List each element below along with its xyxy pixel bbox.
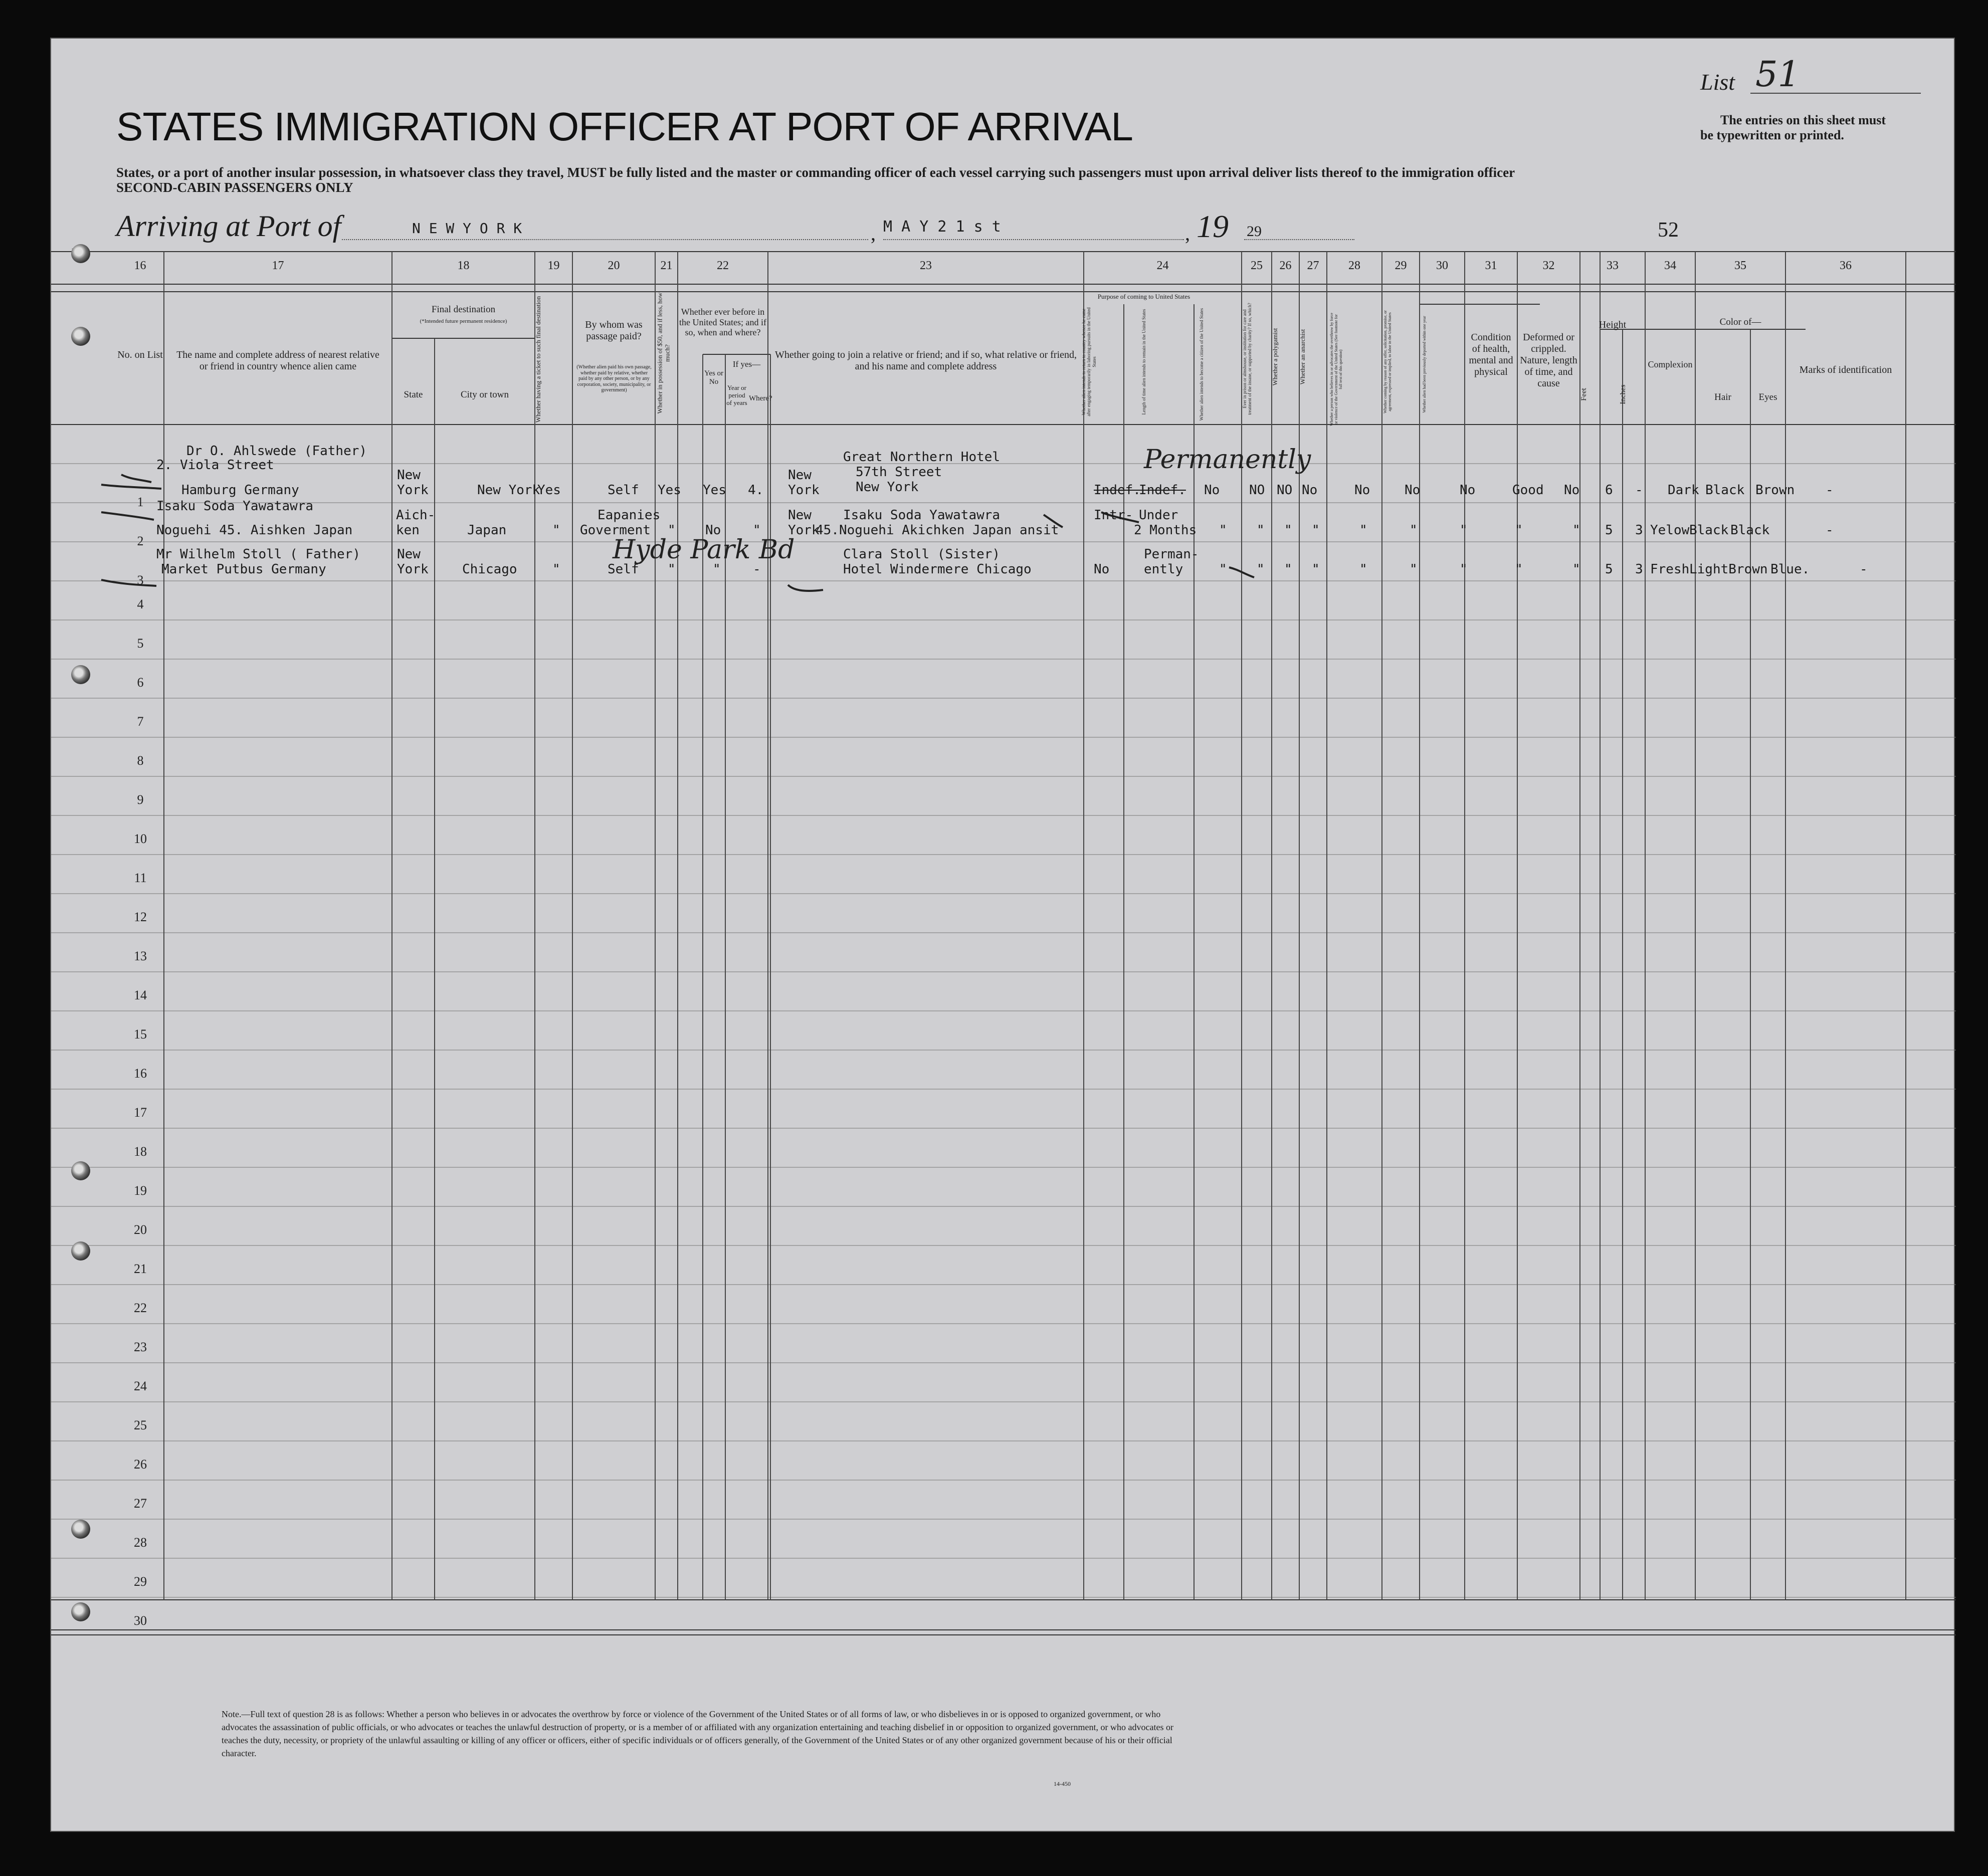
year-suffix: 29 — [1247, 223, 1262, 240]
row2-inches: 3 — [1635, 523, 1643, 538]
row3-purpose-b-line2: ently — [1144, 562, 1183, 577]
row3-health: " — [1515, 562, 1523, 577]
row3-q28: " — [1359, 562, 1367, 577]
row3-state-line2: York — [397, 562, 429, 577]
col-num-32: 32 — [1542, 259, 1555, 272]
row3-marks: - — [1860, 562, 1868, 577]
row2-state-line1: Aich- — [396, 508, 436, 523]
form-subtitle: States, or a port of another insular possession, in whatsoever class they travel, MUST be fully listed and the master or commanding officer of each vessel carrying such passengers must upon arrival deliver lists thereof to the immigration officer — [116, 165, 1515, 180]
col-num-29: 29 — [1395, 259, 1407, 272]
row-number: 21 — [134, 1262, 147, 1276]
binder-hole — [71, 244, 90, 263]
row2-paid-line1: Eapanies — [598, 508, 661, 523]
row1-ever-yes: Yes — [703, 483, 726, 498]
row2-ever-where-line1: New — [788, 508, 812, 523]
row3-eyes: Blue. — [1770, 562, 1810, 577]
hdr-ticket: Whether having a ticket to such final destination — [534, 296, 542, 423]
row1-city: New York — [477, 483, 540, 498]
hdr-deformed: Deformed or crippled. Nature, length of time, and cause — [1520, 332, 1577, 389]
row2-purpose-a: Intr- — [1094, 508, 1133, 523]
row-number: 16 — [134, 1066, 147, 1081]
row1-health: Good — [1512, 483, 1544, 498]
hdr-ever-before: Whether ever before in the United States; and if so, when and where? — [679, 307, 766, 338]
year-prefix: 19 — [1197, 209, 1229, 244]
row1-state-line1: New — [397, 468, 421, 483]
row-number: 6 — [137, 675, 144, 690]
col-num-27: 27 — [1307, 259, 1319, 272]
row2-paid-line2: Goverment — [580, 523, 651, 538]
row-number: 9 — [137, 792, 144, 807]
row3-purpose-b-line1: Perman- — [1144, 547, 1199, 562]
row1-prison: NO — [1249, 483, 1265, 498]
row3-deformed: " — [1572, 562, 1580, 577]
hdr-polygamist: Whether a polygamist — [1271, 328, 1279, 386]
binder-hole — [71, 1161, 90, 1180]
row2-ever-years: " — [753, 523, 761, 538]
typed-note-2: be typewritten or printed. — [1700, 128, 1844, 142]
row2-marks: - — [1826, 523, 1834, 538]
row-number: 19 — [134, 1183, 147, 1198]
row3-ever-years: - — [753, 562, 761, 577]
binder-hole — [71, 327, 90, 346]
hdr-year-period: Year or period of years — [726, 384, 747, 406]
hdr-if-yes: If yes— — [732, 359, 761, 369]
hdr-health: Condition of health, mental and physical — [1469, 332, 1513, 377]
col-num-18: 18 — [457, 259, 470, 272]
hdr-eyes: Eyes — [1758, 392, 1777, 402]
row3-q29: " — [1410, 562, 1418, 577]
row3-city: Chicago — [462, 562, 517, 577]
row1-polygamist: NO — [1277, 483, 1293, 498]
col-num-22: 22 — [717, 259, 729, 272]
row-number: 27 — [134, 1496, 147, 1511]
row1-q29: No — [1405, 483, 1421, 498]
row-number: 11 — [134, 871, 147, 885]
row3-feet: 5 — [1605, 562, 1613, 577]
row1-purpose-b: Indef. — [1139, 483, 1186, 498]
row3-relative-line2: Market Putbus Germany — [161, 562, 326, 577]
row2-ever-yes: No — [705, 523, 721, 538]
row2-relative-line1: Isaku Soda Yawatawra — [156, 499, 314, 514]
row2-purpose-c: " — [1219, 523, 1227, 538]
row1-fifty: Yes — [658, 483, 681, 498]
row2-fifty: " — [668, 523, 676, 538]
hdr-purpose-b: Length of time alien intends to remain in the United States — [1141, 309, 1146, 415]
row2-join-line2: 45.Noguehi Akichken Japan ansit — [816, 523, 1059, 538]
row-number: 20 — [134, 1222, 147, 1237]
row2-feet: 5 — [1605, 523, 1613, 538]
hdr-hair: Hair — [1714, 392, 1731, 402]
row1-marks: - — [1826, 483, 1834, 498]
hdr-final-destination-note: (*Intended future permanent residence) — [420, 318, 507, 324]
col-num-36: 36 — [1840, 259, 1852, 272]
row3-hair: LightBrown — [1689, 562, 1768, 577]
hdr-state: State — [404, 389, 423, 400]
row1-feet: 6 — [1605, 483, 1613, 498]
col-num-23: 23 — [920, 259, 932, 272]
row1-ever-where-line2: York — [788, 483, 820, 498]
row1-ticket: Yes — [537, 483, 561, 498]
row-number: 18 — [134, 1144, 147, 1159]
hdr-fifty: Whether in possession of $50, and if less, how much? — [656, 292, 671, 414]
row3-purpose-c: " — [1219, 562, 1227, 577]
hdr-yes-or-no: Yes or No — [704, 369, 724, 386]
row3-polygamist: " — [1284, 562, 1292, 577]
row2-relative-line2: Noguehi 45. Aishken Japan — [156, 523, 353, 538]
row2-purpose-b-line1: Under — [1139, 508, 1178, 523]
hdr-paid-by: By whom was passage paid? — [585, 319, 643, 342]
row1-handwritten-annotation: Permanently — [1144, 445, 1311, 475]
row-number: 22 — [134, 1301, 147, 1315]
col-num-33: 33 — [1607, 259, 1619, 272]
hdr-anarchist: Whether an anarchist — [1299, 329, 1306, 385]
hdr-purpose: Purpose of coming to United States — [1097, 293, 1190, 300]
row3-prison: " — [1257, 562, 1265, 577]
hdr-q28: Whether a person who believes in or advocates the overthrow by force or violence of the Government of the United States (See footnote for full text of this question) — [1329, 313, 1343, 426]
col-num-24: 24 — [1156, 259, 1169, 272]
class-line: SECOND-CABIN PASSENGERS ONLY — [116, 180, 353, 195]
page-number: 52 — [1658, 219, 1679, 242]
row1-inches: - — [1635, 483, 1643, 498]
binder-hole — [71, 1520, 90, 1539]
row1-relative-line1: Dr O. Ahlswede (Father) — [186, 444, 367, 459]
row3-ever-yes: " — [713, 562, 721, 577]
hdr-paid-by-note: (Whether alien paid his own passage, whether paid by relative, whether paid by any other person, or by any corporation, society, municipality, or government) — [576, 364, 652, 393]
row2-complexion: Yelow — [1650, 523, 1690, 538]
row3-paid: Self — [608, 562, 639, 577]
row-number: 25 — [134, 1418, 147, 1432]
hdr-relative: The name and complete address of nearest relative or friend in country whence alien came — [176, 349, 379, 372]
row3-anarchist: " — [1312, 562, 1320, 577]
hdr-city: City or town — [460, 389, 509, 400]
typed-note-1: The entries on this sheet must — [1720, 113, 1886, 127]
hdr-marks: Marks of identification — [1799, 364, 1892, 375]
hdr-color-of: Color of— — [1719, 317, 1761, 327]
row1-eyes: Brown — [1755, 483, 1795, 498]
row1-hair: Black — [1705, 483, 1745, 498]
row2-eyes: Black — [1730, 523, 1770, 538]
port-comma: , — [871, 222, 876, 245]
row-number: 15 — [134, 1027, 147, 1041]
hdr-purpose-c: Whether alien intends to become a citizen of the United States — [1199, 308, 1204, 421]
row3-fifty: " — [668, 562, 676, 577]
row-number: 7 — [137, 714, 144, 729]
row1-purpose-a: Indef. — [1094, 483, 1141, 498]
row1-q30: No — [1460, 483, 1476, 498]
row2-q30: " — [1460, 523, 1468, 538]
list-number: 51 — [1755, 54, 1801, 95]
row-number: 24 — [134, 1379, 147, 1393]
col-num-16: 16 — [134, 259, 146, 272]
row-number: 4 — [137, 597, 144, 611]
row1-ever-where-line1: New — [788, 468, 812, 483]
binder-hole — [71, 665, 90, 684]
row3-purpose-a: No — [1094, 562, 1110, 577]
col-num-28: 28 — [1348, 259, 1360, 272]
row1-relative-line2: 2. Viola Street — [156, 458, 274, 473]
row1-purpose-c: No — [1204, 483, 1220, 498]
row2-anarchist: " — [1312, 523, 1320, 538]
col-num-19: 19 — [547, 259, 560, 272]
hdr-q29: Whether coming by reason of any offer, solicitation, promise, or agreement, expressed or implied, to labor in the United States — [1383, 310, 1393, 413]
hdr-feet: Feet — [1580, 388, 1588, 401]
hdr-final-destination: Final destination — [431, 304, 496, 315]
row-number: 2 — [137, 534, 144, 548]
date-comma: , — [1185, 222, 1190, 245]
list-label: List — [1700, 69, 1735, 95]
binder-hole — [71, 1241, 90, 1261]
hdr-no-on-list: No. on List — [117, 349, 163, 360]
row2-health: " — [1515, 523, 1523, 538]
row2-ever-where-line2: York — [788, 523, 820, 538]
row-number: 3 — [137, 573, 144, 587]
hdr-join-relative: Whether going to join a relative or friend; and if so, what relative or friend, and his name and complete address — [774, 349, 1077, 372]
hdr-complexion: Complexion — [1648, 359, 1693, 369]
row-number: 29 — [134, 1574, 147, 1589]
row-number: 5 — [137, 636, 144, 651]
row-number: 14 — [134, 988, 147, 1002]
row1-deformed: No — [1564, 483, 1580, 498]
row3-join-line1: Clara Stoll (Sister) — [843, 547, 1001, 562]
row2-state-line2: ken — [396, 523, 420, 538]
row1-relative-line3: Hamburg Germany — [181, 483, 299, 498]
row3-complexion: Fresh — [1650, 562, 1690, 577]
row3-ticket: " — [552, 562, 560, 577]
arriving-label: Arriving at Port of — [116, 210, 341, 243]
hdr-height: Height — [1599, 319, 1627, 330]
row1-complexion: Dark — [1668, 483, 1699, 498]
row2-hair: Black — [1689, 523, 1729, 538]
col-num-34: 34 — [1664, 259, 1676, 272]
form-code-bottom: 14-450 — [1054, 1780, 1071, 1787]
row1-state-line2: York — [397, 483, 429, 498]
row-number-30: 30 — [134, 1613, 147, 1628]
col-num-26: 26 — [1279, 259, 1292, 272]
col-num-20: 20 — [608, 259, 620, 272]
row-number: 17 — [134, 1105, 147, 1120]
hdr-q30: Whether alien had been previously deported within one year — [1422, 316, 1427, 413]
row-number: 8 — [137, 753, 144, 768]
row2-polygamist: " — [1284, 523, 1292, 538]
col-num-35: 35 — [1734, 259, 1746, 272]
row2-city: Japan — [467, 523, 507, 538]
col-num-30: 30 — [1436, 259, 1448, 272]
col-num-21: 21 — [660, 259, 673, 272]
binder-hole — [71, 1602, 90, 1621]
row3-join-line2: Hotel Windermere Chicago — [843, 562, 1032, 577]
row3-handwritten-annotation: Hyde Park Bd — [613, 535, 795, 565]
row-number: 23 — [134, 1340, 147, 1354]
row3-relative-line1: Mr Wilhelm Stoll ( Father) — [156, 547, 360, 562]
row3-q30: " — [1460, 562, 1468, 577]
col-num-31: 31 — [1485, 259, 1497, 272]
row1-join-line1: Great Northern Hotel — [843, 450, 1001, 465]
row-number: 10 — [134, 831, 147, 846]
row-number: 26 — [134, 1457, 147, 1472]
row2-purpose-b-line2: 2 Months — [1134, 523, 1197, 538]
form-grid — [51, 39, 1956, 1833]
row3-inches: 3 — [1635, 562, 1643, 577]
row1-anarchist: No — [1302, 483, 1318, 498]
footnote-q28: Note.—Full text of question 28 is as follows: Whether a person who believes in or advocates the overthrow by force or violence of the Government of the United States or of all forms of law, or who disbelieves in or is opposed to organized government, or who advocates the assassination of public officials, or who advocates or teaches the unlawful destruction of property, or is a member of or affiliated with any organization entertaining and teaching disbelief in or opposition to organized government, or who advocates or teaches the duty, necessity, or propriety of the unlawful assaulting or killing of any officer or officers, either of specific individuals or of officers generally, of the Government of the United States or of any other organized government because of his or their official character. — [222, 1709, 1173, 1759]
row1-ever-years: 4. — [748, 483, 764, 498]
row1-join-line2: 57th Street — [856, 465, 942, 480]
hdr-where: Where? — [749, 394, 772, 402]
row-number: 13 — [134, 949, 147, 963]
port-value: N E W Y O R K — [412, 220, 522, 237]
row2-q29: " — [1410, 523, 1418, 538]
row-number: 12 — [134, 910, 147, 924]
col-num-25: 25 — [1251, 259, 1263, 272]
row2-ticket: " — [552, 523, 560, 538]
row2-prison: " — [1257, 523, 1265, 538]
row-number: 1 — [137, 495, 144, 509]
row2-q28: " — [1359, 523, 1367, 538]
manifest-sheet — [50, 38, 1955, 1832]
row2-join-line1: Isaku Soda Yawatawra — [843, 508, 1001, 523]
row3-state-line1: New — [397, 547, 421, 562]
row1-q28: No — [1354, 483, 1370, 498]
hdr-prison: Ever in prison or almshouse, or institution for care and treatment of the insane, or supported by charity? If so, which? — [1242, 303, 1253, 415]
row2-deformed: " — [1572, 523, 1580, 538]
arrival-date: M A Y 2 1 s t — [883, 218, 1001, 236]
col-num-17: 17 — [272, 259, 284, 272]
hdr-purpose-a: Whether alien intends to return to country whence he came after engaging temporarily in laboring pursuits in the United States — [1081, 307, 1097, 416]
hdr-inches: Inches — [1619, 384, 1627, 404]
row1-join-line3: New York — [856, 480, 919, 495]
row1-paid: Self — [608, 483, 639, 498]
row-number: 28 — [134, 1535, 147, 1550]
form-title: STATES IMMIGRATION OFFICER AT PORT OF ARRIVAL — [116, 104, 1133, 149]
